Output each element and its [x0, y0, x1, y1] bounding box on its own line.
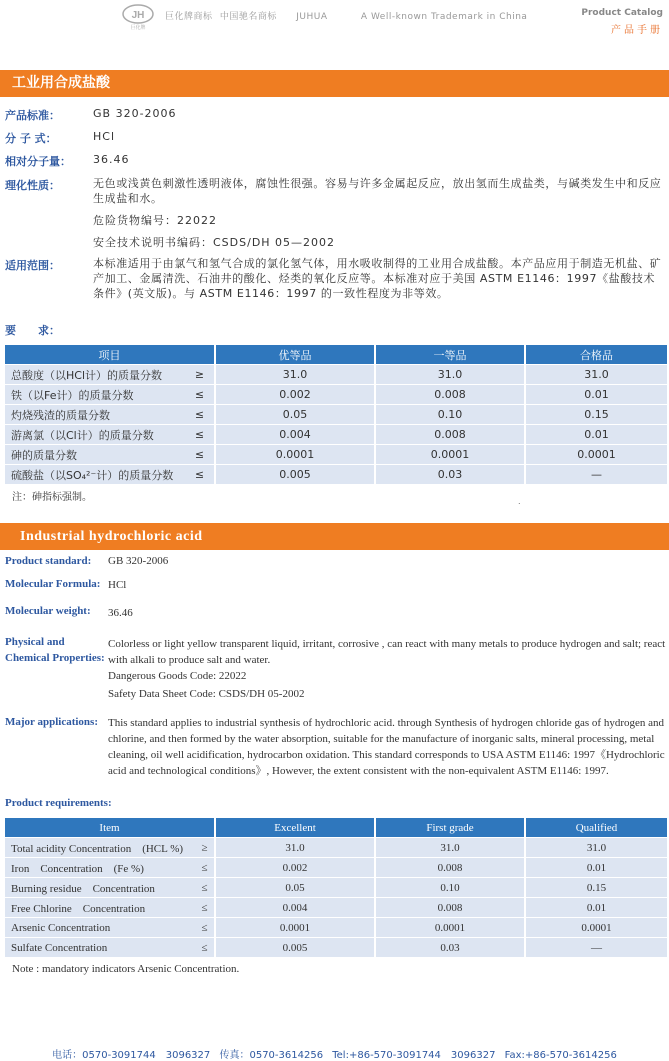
- weight-value-cn: 36.46: [93, 153, 130, 166]
- row-first-grade: 0.008: [375, 858, 525, 878]
- row-qualified: 0.0001: [525, 445, 667, 465]
- row-symbol: ≤: [195, 878, 215, 898]
- header-qualified: 合格品: [525, 345, 667, 365]
- row-excellent: 0.004: [215, 425, 375, 445]
- row-item: 铁（以Fe计）的质量分数: [5, 385, 185, 405]
- header-item: 项目: [5, 345, 215, 365]
- row-first-grade: 0.008: [375, 898, 525, 918]
- table-header-row: [5, 818, 667, 838]
- row-first-grade: 0.03: [375, 938, 525, 958]
- properties-text-en: Colorless or light yellow transparent liquid, irritant, corrosive , can react with many metals to produce hydrogen and salt; react with alkali to produce salt and water.: [108, 638, 666, 666]
- table-row: [5, 898, 667, 918]
- row-qualified: 0.15: [525, 405, 667, 425]
- header-brand-line: [165, 9, 531, 22]
- row-excellent: 0.002: [215, 858, 375, 878]
- row-symbol: ≤: [185, 425, 215, 445]
- row-excellent: 0.005: [215, 938, 375, 958]
- weight-value-en: 36.46: [108, 607, 133, 619]
- row-item: Arsenic Concentration: [5, 918, 195, 938]
- header-first-grade: 一等品: [375, 345, 525, 365]
- row-symbol: ≤: [195, 858, 215, 878]
- row-symbol: ≤: [185, 465, 215, 485]
- table-row: [5, 938, 667, 958]
- standard-value-cn: GB 320-2006: [93, 107, 177, 120]
- row-item: 总酸度（以HCl计）的质量分数: [5, 365, 185, 385]
- svg-text:JH: JH: [131, 10, 145, 21]
- brand-en: JUHUA: [296, 12, 328, 22]
- footer-contact: [0, 1046, 669, 1061]
- formula-value-en: HCl: [108, 579, 127, 591]
- row-qualified: —: [525, 465, 667, 485]
- applications-text-en: This standard applies to industrial synthesis of hydrochloric acid. through Synthesis of hydrogen chloride gas of hydrogen and chlorine, and then formed by the water absorption, suitable for the manufacture of inorganic salts, mineral processing, metal cleaning, oil well acidification, hydrocarbon oxidation. This standard corresponds to USA ASTM E1146: 1997《Hydrochloric acid and technological conditions》, However, the extent consistent with the non-equivalent ASTM E1146: 1997.: [108, 717, 665, 777]
- row-excellent: 31.0: [215, 365, 375, 385]
- row-excellent: 31.0: [215, 838, 375, 858]
- row-symbol: ≤: [185, 445, 215, 465]
- brand-cn-2: 中国驰名商标: [219, 12, 277, 22]
- row-item: 游离氯（以Cl计）的质量分数: [5, 425, 185, 445]
- table-row: [5, 385, 667, 405]
- formula-label-cn: 分 子 式：: [5, 132, 57, 145]
- row-qualified: 0.01: [525, 385, 667, 405]
- row-excellent: 0.002: [215, 385, 375, 405]
- header-item: Item: [5, 818, 215, 838]
- svg-text:巨化牌: 巨化牌: [130, 25, 146, 30]
- properties-label-en-1: Physical and: [5, 636, 65, 648]
- weight-label-cn: 相对分子量：: [5, 155, 71, 168]
- juhua-logo: [120, 2, 156, 30]
- row-qualified: —: [525, 938, 667, 958]
- row-first-grade: 0.03: [375, 465, 525, 485]
- row-item: Total acidity Concentration (HCL %): [5, 838, 195, 858]
- row-qualified: 0.0001: [525, 918, 667, 938]
- row-excellent: 0.004: [215, 898, 375, 918]
- row-item: Free Chlorine Concentration: [5, 898, 195, 918]
- row-symbol: ≤: [195, 938, 215, 958]
- row-symbol: ≤: [185, 405, 215, 425]
- note-en: Note : mandatory indicators Arsenic Concentration.: [12, 963, 240, 975]
- row-qualified: 0.01: [525, 425, 667, 445]
- row-item: Burning residue Concentration: [5, 878, 195, 898]
- row-excellent: 0.0001: [215, 445, 375, 465]
- scope-label-cn: 适用范围：: [5, 259, 60, 272]
- footer-fax-cn: 传真：0570-3614256: [219, 1050, 324, 1061]
- row-item: 硫酸盐（以SO₄²⁻计）的质量分数: [5, 465, 185, 485]
- weight-label-en: Molecular weight:: [5, 605, 91, 617]
- table-row: [5, 918, 667, 938]
- footer-tel-cn: 电话：0570-3091744 3096327: [52, 1050, 211, 1061]
- dangerous-goods-en: Dangerous Goods Code: 22022: [108, 670, 247, 682]
- note-cn: 注：砷指标强制。: [12, 492, 92, 503]
- row-item: Sulfate Concentration: [5, 938, 195, 958]
- header-qualified: Qualified: [525, 818, 667, 838]
- dangerous-goods-cn: 危险货物编号：22022: [93, 214, 217, 227]
- header-first-grade: First grade: [375, 818, 525, 838]
- properties-label-en-2: Chemical Properties:: [5, 652, 105, 664]
- row-symbol: ≥: [185, 365, 215, 385]
- table-row: [5, 445, 667, 465]
- row-excellent: 0.05: [215, 405, 375, 425]
- requirements-table-en: [5, 818, 667, 958]
- table-row: [5, 405, 667, 425]
- row-qualified: 31.0: [525, 365, 667, 385]
- row-qualified: 0.15: [525, 878, 667, 898]
- scope-text-cn: 本标准适用于由氯气和氢气合成的氯化氢气体，用水吸收制得的工业用合成盐酸。本产品应用于制造无机盐、矿产加工、金属清洗、石油井的酸化、烃类的氧化反应等。本标准对应于美国 ASTM E1146：1997《盐酸技术条件》(英文版)。与 ASTM E1146：1997 的一致性程度为非等效。: [93, 257, 662, 300]
- catalog-title-en: Product Catalog: [581, 8, 663, 18]
- row-first-grade: 0.10: [375, 405, 525, 425]
- section-title-cn: 工业用合成盐酸: [0, 70, 669, 97]
- standard-value-en: GB 320-2006: [108, 555, 169, 567]
- row-symbol: ≤: [195, 918, 215, 938]
- footer-fax-en: Fax:+86-570-3614256: [504, 1050, 617, 1061]
- stray-mark: .: [518, 497, 521, 506]
- row-symbol: ≥: [195, 838, 215, 858]
- row-symbol: ≤: [195, 898, 215, 918]
- table-row: [5, 838, 667, 858]
- requirements-label-cn: 要 求：: [5, 324, 60, 337]
- table-row: [5, 465, 667, 485]
- standard-label-cn: 产品标准：: [5, 109, 60, 122]
- table-row: [5, 878, 667, 898]
- row-excellent: 0.05: [215, 878, 375, 898]
- row-item: Iron Concentration (Fe %): [5, 858, 195, 878]
- header-excellent: Excellent: [215, 818, 375, 838]
- row-first-grade: 0.0001: [375, 445, 525, 465]
- footer-tel-en: Tel:+86-570-3091744 3096327: [332, 1050, 496, 1061]
- formula-value-cn: HCl: [93, 130, 116, 143]
- row-qualified: 0.01: [525, 858, 667, 878]
- row-first-grade: 0.008: [375, 385, 525, 405]
- properties-text-cn: 无色或浅黄色刺激性透明液体，腐蚀性很强。容易与许多金属起反应，放出氢而生成盐类，与碱类发生中和反应生成盐和水。: [93, 177, 662, 205]
- requirements-table-cn: [5, 345, 667, 485]
- row-qualified: 0.01: [525, 898, 667, 918]
- row-item: 灼烧残渣的质量分数: [5, 405, 185, 425]
- brand-cn: 巨化牌商标: [165, 12, 213, 22]
- row-qualified: 31.0: [525, 838, 667, 858]
- row-first-grade: 31.0: [375, 365, 525, 385]
- row-item: 砷的质量分数: [5, 445, 185, 465]
- table-row: [5, 425, 667, 445]
- safety-sheet-cn: 安全技术说明书编码：CSDS/DH 05—2002: [93, 236, 336, 249]
- applications-label-en: Major applications:: [5, 716, 98, 728]
- table-row: [5, 365, 667, 385]
- row-first-grade: 0.10: [375, 878, 525, 898]
- formula-label-en: Molecular Formula:: [5, 578, 101, 590]
- properties-label-cn: 理化性质：: [5, 179, 60, 192]
- row-first-grade: 0.0001: [375, 918, 525, 938]
- table-header-row: [5, 345, 667, 365]
- table-row: [5, 858, 667, 878]
- brand-en-2: A Well-known Trademark in China: [360, 12, 528, 22]
- row-symbol: ≤: [185, 385, 215, 405]
- row-excellent: 0.005: [215, 465, 375, 485]
- section-title-en: Industrial hydrochloric acid: [0, 523, 669, 550]
- catalog-title-cn: 产品手册: [611, 25, 663, 36]
- header-excellent: 优等品: [215, 345, 375, 365]
- standard-label-en: Product standard:: [5, 555, 92, 567]
- row-first-grade: 31.0: [375, 838, 525, 858]
- requirements-label-en: Product requirements:: [5, 797, 112, 809]
- safety-sheet-en: Safety Data Sheet Code: CSDS/DH 05-2002: [108, 688, 305, 700]
- row-excellent: 0.0001: [215, 918, 375, 938]
- row-first-grade: 0.008: [375, 425, 525, 445]
